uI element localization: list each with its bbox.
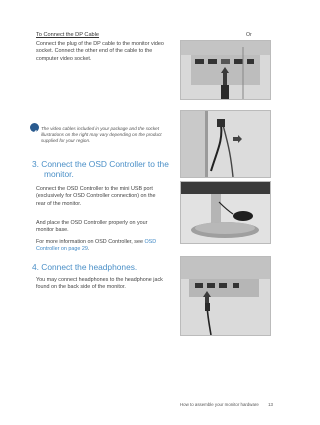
step-4-title: 4. Connect the headphones. — [32, 262, 138, 272]
place-line-1: And place the OSD Controller properly on your — [36, 220, 148, 226]
info-prefix: For more information on OSD Controller, see — [36, 239, 145, 245]
place-line-2: monitor base. — [36, 227, 69, 234]
info-line-1 — [36, 239, 186, 246]
dp-line-2: socket. Connect the other end of the cable to the — [36, 48, 153, 55]
or-label: Or — [246, 32, 252, 38]
step-3-title — [32, 160, 169, 179]
step-3-title-line-1: 3. Connect the OSD Controller to the — [32, 159, 169, 169]
pencil-icon — [30, 123, 39, 132]
osd-page-link-part-1[interactable]: OSD — [144, 239, 157, 245]
osd-controller-base-illustration — [180, 181, 271, 244]
page-footer — [180, 402, 273, 407]
osd-page-link-part-2[interactable]: Controller on page 29 — [36, 246, 88, 253]
dp-cable-subheading: To Connect the DP Cable — [36, 32, 100, 38]
dp-port-illustration — [180, 40, 271, 100]
osd-line-2: (exclusively for OSD Controller connection) on the — [36, 193, 156, 200]
info-line-2 — [36, 246, 186, 253]
dp-line-1: Connect the plug of the DP cable to the monitor video — [36, 41, 164, 47]
video-cable-note — [41, 126, 191, 145]
note-line-2: illustrations on the right may vary depending on the product — [41, 132, 162, 138]
info-suffix: . — [87, 246, 90, 253]
osd-line-3: rear of the monitor. — [36, 200, 82, 207]
osd-line-1: Connect the OSD Controller to the mini USB port — [36, 186, 153, 192]
headphones-instructions — [36, 277, 186, 292]
osd-connect-instructions — [36, 186, 186, 208]
note-line-3: supplied for your region. — [41, 138, 91, 144]
headphones-line-1: You may connect headphones to the headphone jack — [36, 277, 163, 283]
osd-placement-instructions — [36, 220, 186, 235]
headphone-jack-illustration — [180, 256, 271, 336]
osd-more-info — [36, 239, 186, 254]
step-3-title-line-2: monitor. — [44, 168, 74, 179]
page-number: 13 — [268, 402, 273, 407]
dp-line-3: computer video socket. — [36, 55, 92, 62]
note-line-1: The video cables included in your package and the socket — [41, 126, 159, 131]
osd-usb-port-illustration — [180, 110, 271, 178]
footer-section-title: How to assemble your monitor hardware — [180, 402, 259, 407]
headphones-line-2: found on the back side of the monitor. — [36, 284, 126, 291]
